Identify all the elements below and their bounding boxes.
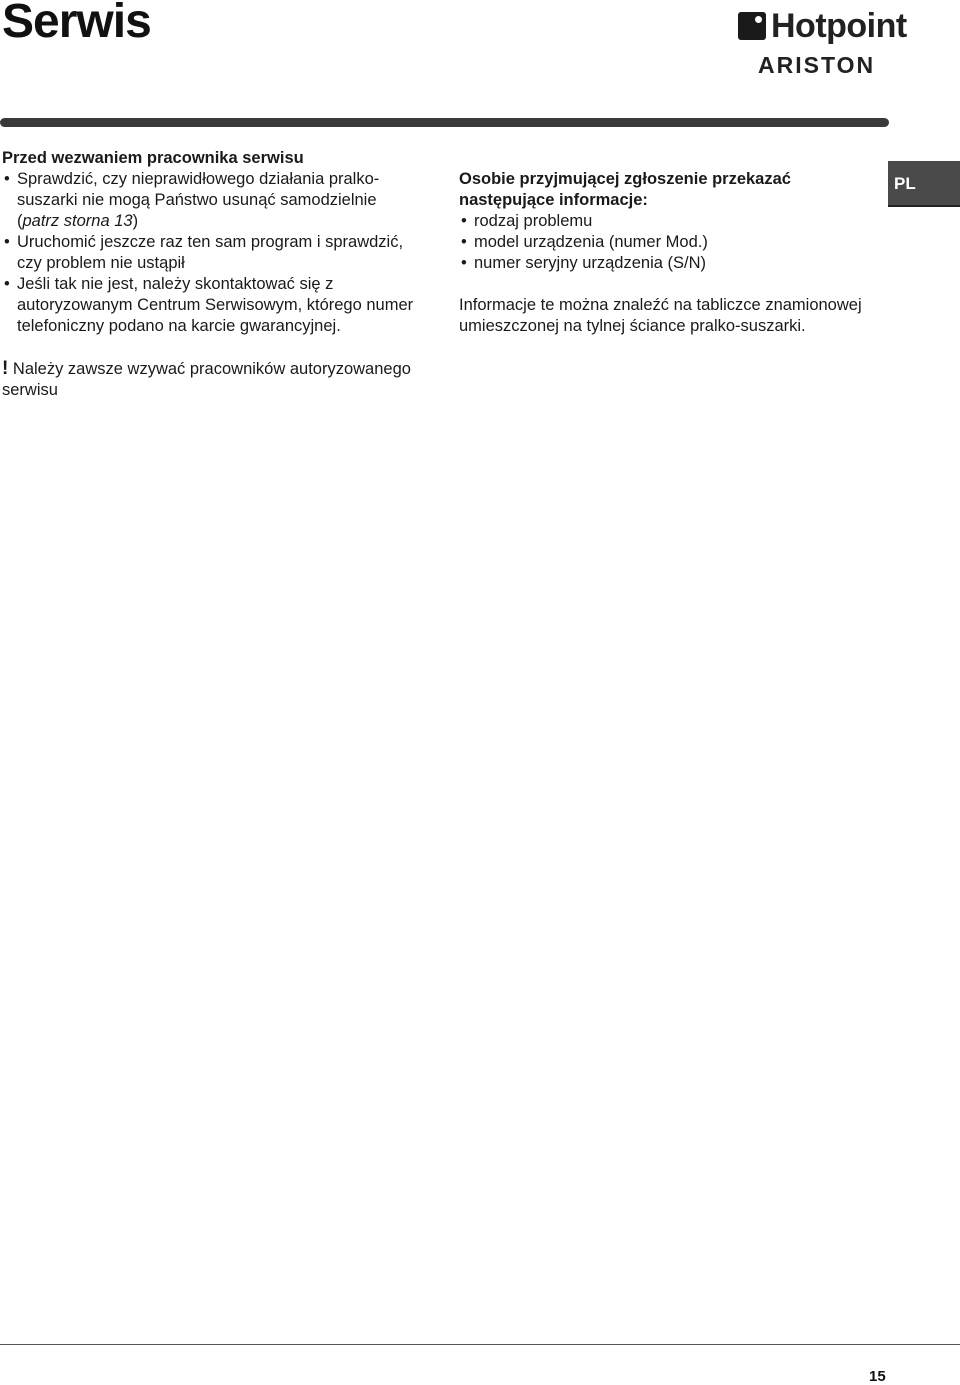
exclamation-icon: ! — [2, 358, 9, 379]
logo-brand-hotpoint: Hotpoint — [771, 7, 907, 45]
section-heading-information: Osobie przyjmującej zgłoszenie przekazać następujące informacje: — [459, 170, 791, 209]
warning-note — [2, 358, 422, 401]
right-column — [459, 169, 879, 337]
left-column — [2, 148, 422, 401]
page-number: 15 — [869, 1368, 886, 1385]
list-item: • Jeśli tak nie jest, należy skontaktować się z autoryzowanym Centrum Serwisowym, którego numer telefoniczny podano na karcie gwarancyjnej. — [2, 274, 422, 337]
list-item-text-end: ) — [132, 212, 139, 230]
logo-brand-ariston: ARISTON — [758, 52, 876, 78]
hotpoint-mark-icon — [738, 12, 766, 40]
list-item-text: Sprawdzić, czy nieprawidłowego działania pralko-suszarki nie mogą Państwo usunąć samodzielnie ( — [17, 170, 380, 230]
information-list — [459, 211, 879, 274]
header-divider — [0, 118, 889, 127]
list-item — [2, 169, 422, 232]
section-heading-before-service: Przed wezwaniem pracownika serwisu — [2, 149, 304, 167]
list-item: • rodzaj problemu — [459, 211, 879, 232]
page-reference: patrz storna 13 — [22, 212, 133, 230]
page-title: Serwis — [2, 0, 151, 48]
checklist — [2, 169, 422, 337]
list-item: • numer seryjny urządzenia (S/N) — [459, 253, 879, 274]
language-tab: PL — [888, 161, 960, 207]
list-item: • Uruchomić jeszcze raz ten sam program i sprawdzić, czy problem nie ustąpił — [2, 232, 422, 274]
rating-plate-paragraph: Informacje te można znaleźć na tabliczce znamionowej umieszczonej na tylnej ściance pralko-suszarki. — [459, 296, 862, 335]
hotpoint-ariston-logo — [738, 4, 928, 82]
footer-divider — [0, 1344, 960, 1345]
list-item: • model urządzenia (numer Mod.) — [459, 232, 879, 253]
warning-note-text: Należy zawsze wzywać pracowników autoryzowanego serwisu — [2, 360, 411, 399]
logo-top-row — [738, 6, 907, 46]
